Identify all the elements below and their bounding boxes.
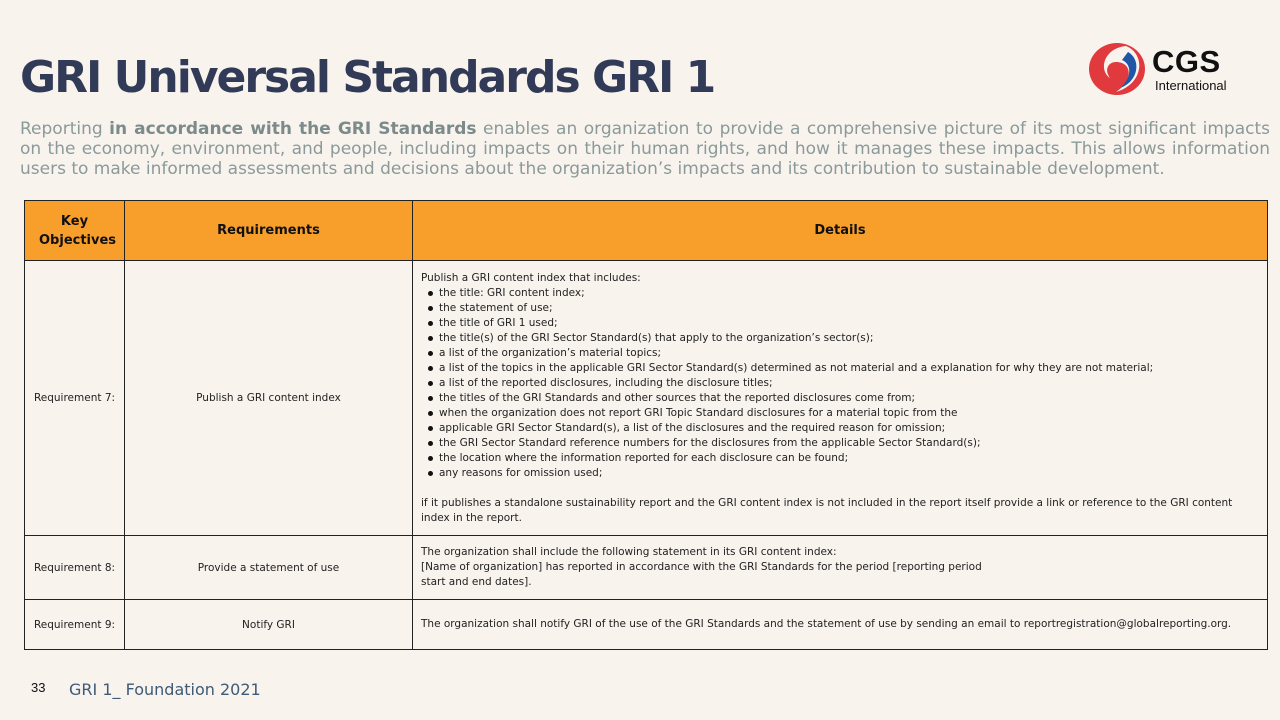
cgs-logo [1086, 40, 1246, 98]
details-intro: Publish a GRI content index that includes: [421, 271, 641, 284]
footer-label: GRI 1_ Foundation 2021 [69, 680, 261, 699]
row-details [413, 536, 1268, 600]
intro-text-end: enables an organization to provide a comprehensive picture of its most significant impacts on the economy, environment, and people, including impacts on their human rights, and how it manages these impacts. This allows information users to make informed assessments and decisions about the organization’s impacts and its contribution to sustainable development. [20, 119, 1270, 179]
table-header-row [25, 201, 1268, 261]
list-item: the title(s) of the GRI Sector Standard(s) that apply to the organization’s sector(s); [427, 331, 1259, 346]
list-item: the titles of the GRI Standards and other sources that the reported disclosures come from; [427, 391, 1259, 406]
header-requirements: Requirements [125, 201, 413, 261]
row-requirement: Provide a statement of use [125, 536, 413, 600]
page-number: 33 [31, 680, 46, 695]
list-item: a list of the reported disclosures, including the disclosure titles; [427, 376, 1259, 391]
row-objective: Requirement 9: [25, 600, 125, 650]
details-line: start and end dates]. [421, 576, 532, 588]
list-item: when the organization does not report GRI Topic Standard disclosures for a material topic from the [427, 406, 1259, 421]
cgs-logo-icon [1086, 40, 1148, 98]
list-item: a list of the topics in the applicable GRI Sector Standard(s) determined as not material and a explanation for why they are not material; [427, 361, 1259, 376]
intro-text-start: Reporting [20, 119, 110, 139]
row-requirement: Publish a GRI content index [125, 261, 413, 536]
details-line: The organization shall notify GRI of the use of the GRI Standards and the statement of use by sending an email to reportregistration@globalreporting.org. [421, 618, 1232, 630]
list-item: the location where the information reported for each disclosure can be found; [427, 451, 1259, 466]
details-list [421, 286, 1259, 481]
details-note: if it publishes a standalone sustainability report and the GRI content index is not included in the report itself provide a link or reference to the GRI content index in the report. [421, 496, 1233, 524]
details-line: The organization shall include the following statement in its GRI content index: [421, 546, 837, 558]
row-objective: Requirement 7: [25, 261, 125, 536]
list-item: the statement of use; [427, 301, 1259, 316]
header-key-objectives: Key Objectives [25, 201, 125, 261]
table-row [25, 600, 1268, 650]
intro-paragraph [20, 119, 1270, 195]
list-item: the GRI Sector Standard reference numbers for the disclosures from the applicable Sector Standard(s); [427, 436, 1259, 451]
row-details [413, 600, 1268, 650]
table-row [25, 261, 1268, 536]
header-details: Details [413, 201, 1268, 261]
table-row [25, 536, 1268, 600]
row-details [413, 261, 1268, 536]
list-item: the title: GRI content index; [427, 286, 1259, 301]
row-objective: Requirement 8: [25, 536, 125, 600]
logo-brand: CGS [1152, 44, 1221, 79]
requirements-table [24, 200, 1268, 650]
row-requirement: Notify GRI [125, 600, 413, 650]
list-item: a list of the organization’s material topics; [427, 346, 1259, 361]
details-line: [Name of organization] has reported in accordance with the GRI Standards for the period [reporting period [421, 561, 982, 573]
logo-subtitle: International [1155, 78, 1227, 93]
list-item: applicable GRI Sector Standard(s), a list of the disclosures and the required reason for omission; [427, 421, 1259, 436]
list-item: the title of GRI 1 used; [427, 316, 1259, 331]
intro-emphasis: in accordance with the GRI Standards [109, 119, 477, 139]
list-item: any reasons for omission used; [427, 466, 1259, 481]
page-title: GRI Universal Standards GRI 1 [20, 52, 715, 103]
